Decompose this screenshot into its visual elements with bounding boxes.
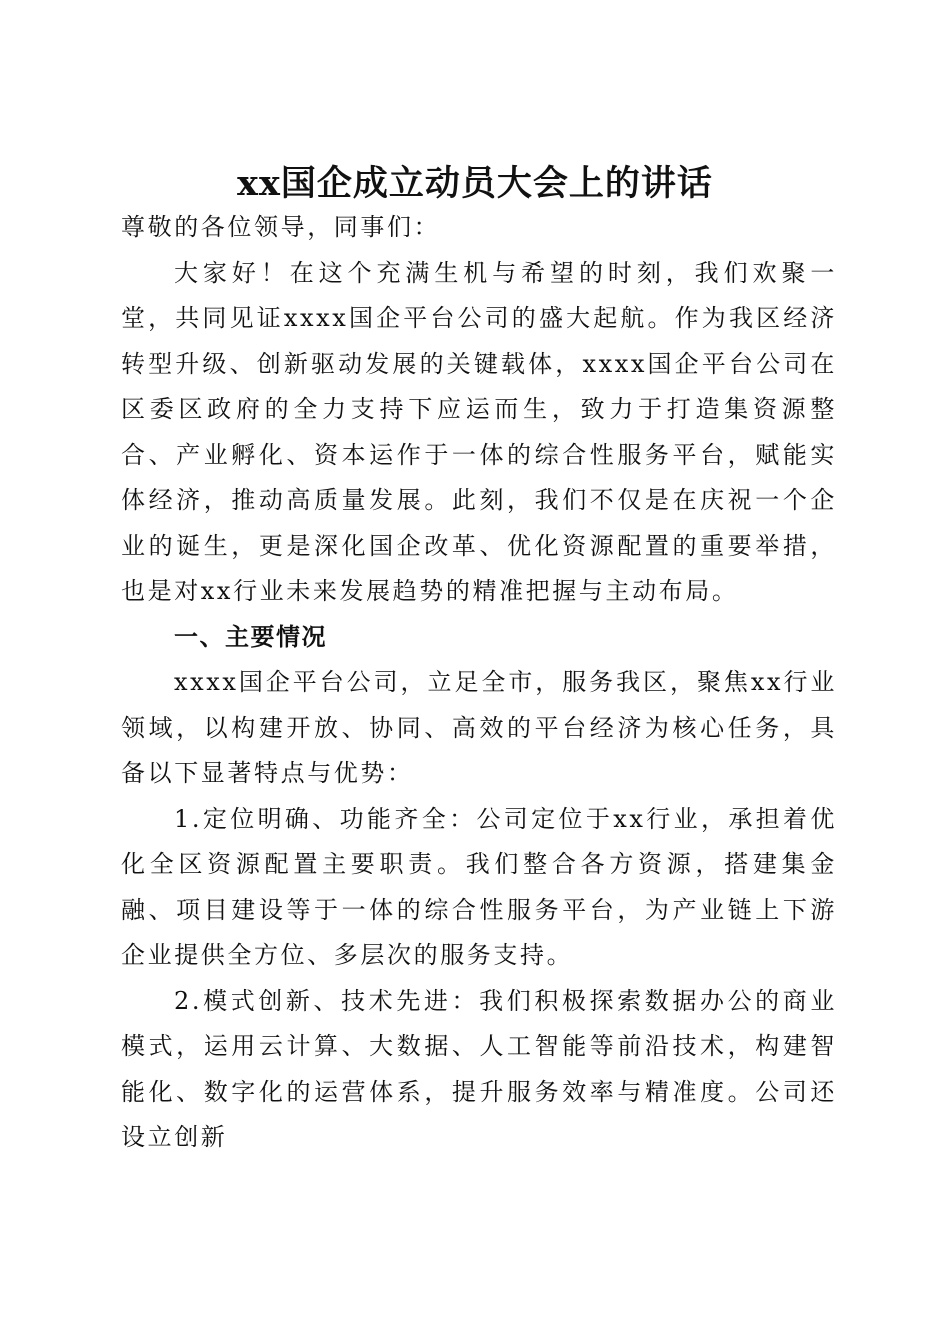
paragraph-section1-intro: xxxx国企平台公司，立足全市，服务我区，聚焦xx行业领域，以构建开放、协同、高效的平台经济为核心任务，具备以下显著特点与优势： <box>121 668 837 787</box>
salutation: 尊敬的各位领导，同事们： <box>121 213 441 241</box>
paragraph-opening: 大家好！在这个充满生机与希望的时刻，我们欢聚一堂，共同见证xxxx国企平台公司的盛大起航。作为我区经济转型升级、创新驱动发展的关键载体，xxxx国企平台公司在区委区政府的全力支持下应运而生，致力于打造集资源整合、产业孵化、资本运作于一体的综合性服务平台，赋能实体经济，推动高质量发展。此刻，我们不仅是在庆祝一个企业的诞生，更是深化国企改革、优化资源配置的重要举措，也是对xx行业未来发展趋势的精准把握与主动布局。 <box>121 258 837 605</box>
paragraph-point-2: 2.模式创新、技术先进：我们积极探索数据办公的商业模式，运用云计算、大数据、人工智能等前沿技术，构建智能化、数字化的运营体系，提升服务效率与精准度。公司还设立创新 <box>121 986 837 1151</box>
document-title: xx国企成立动员大会上的讲话 <box>237 163 713 205</box>
section-heading-main-situation: 一、主要情况 <box>174 622 327 651</box>
paragraph-point-1: 1.定位明确、功能齐全：公司定位于xx行业，承担着优化全区资源配置主要职责。我们整合各方资源，搭建集金融、项目建设等于一体的综合性服务平台，为产业链上下游企业提供全方位、多层次的服务支持。 <box>121 804 837 969</box>
document-body <box>121 205 837 1161</box>
